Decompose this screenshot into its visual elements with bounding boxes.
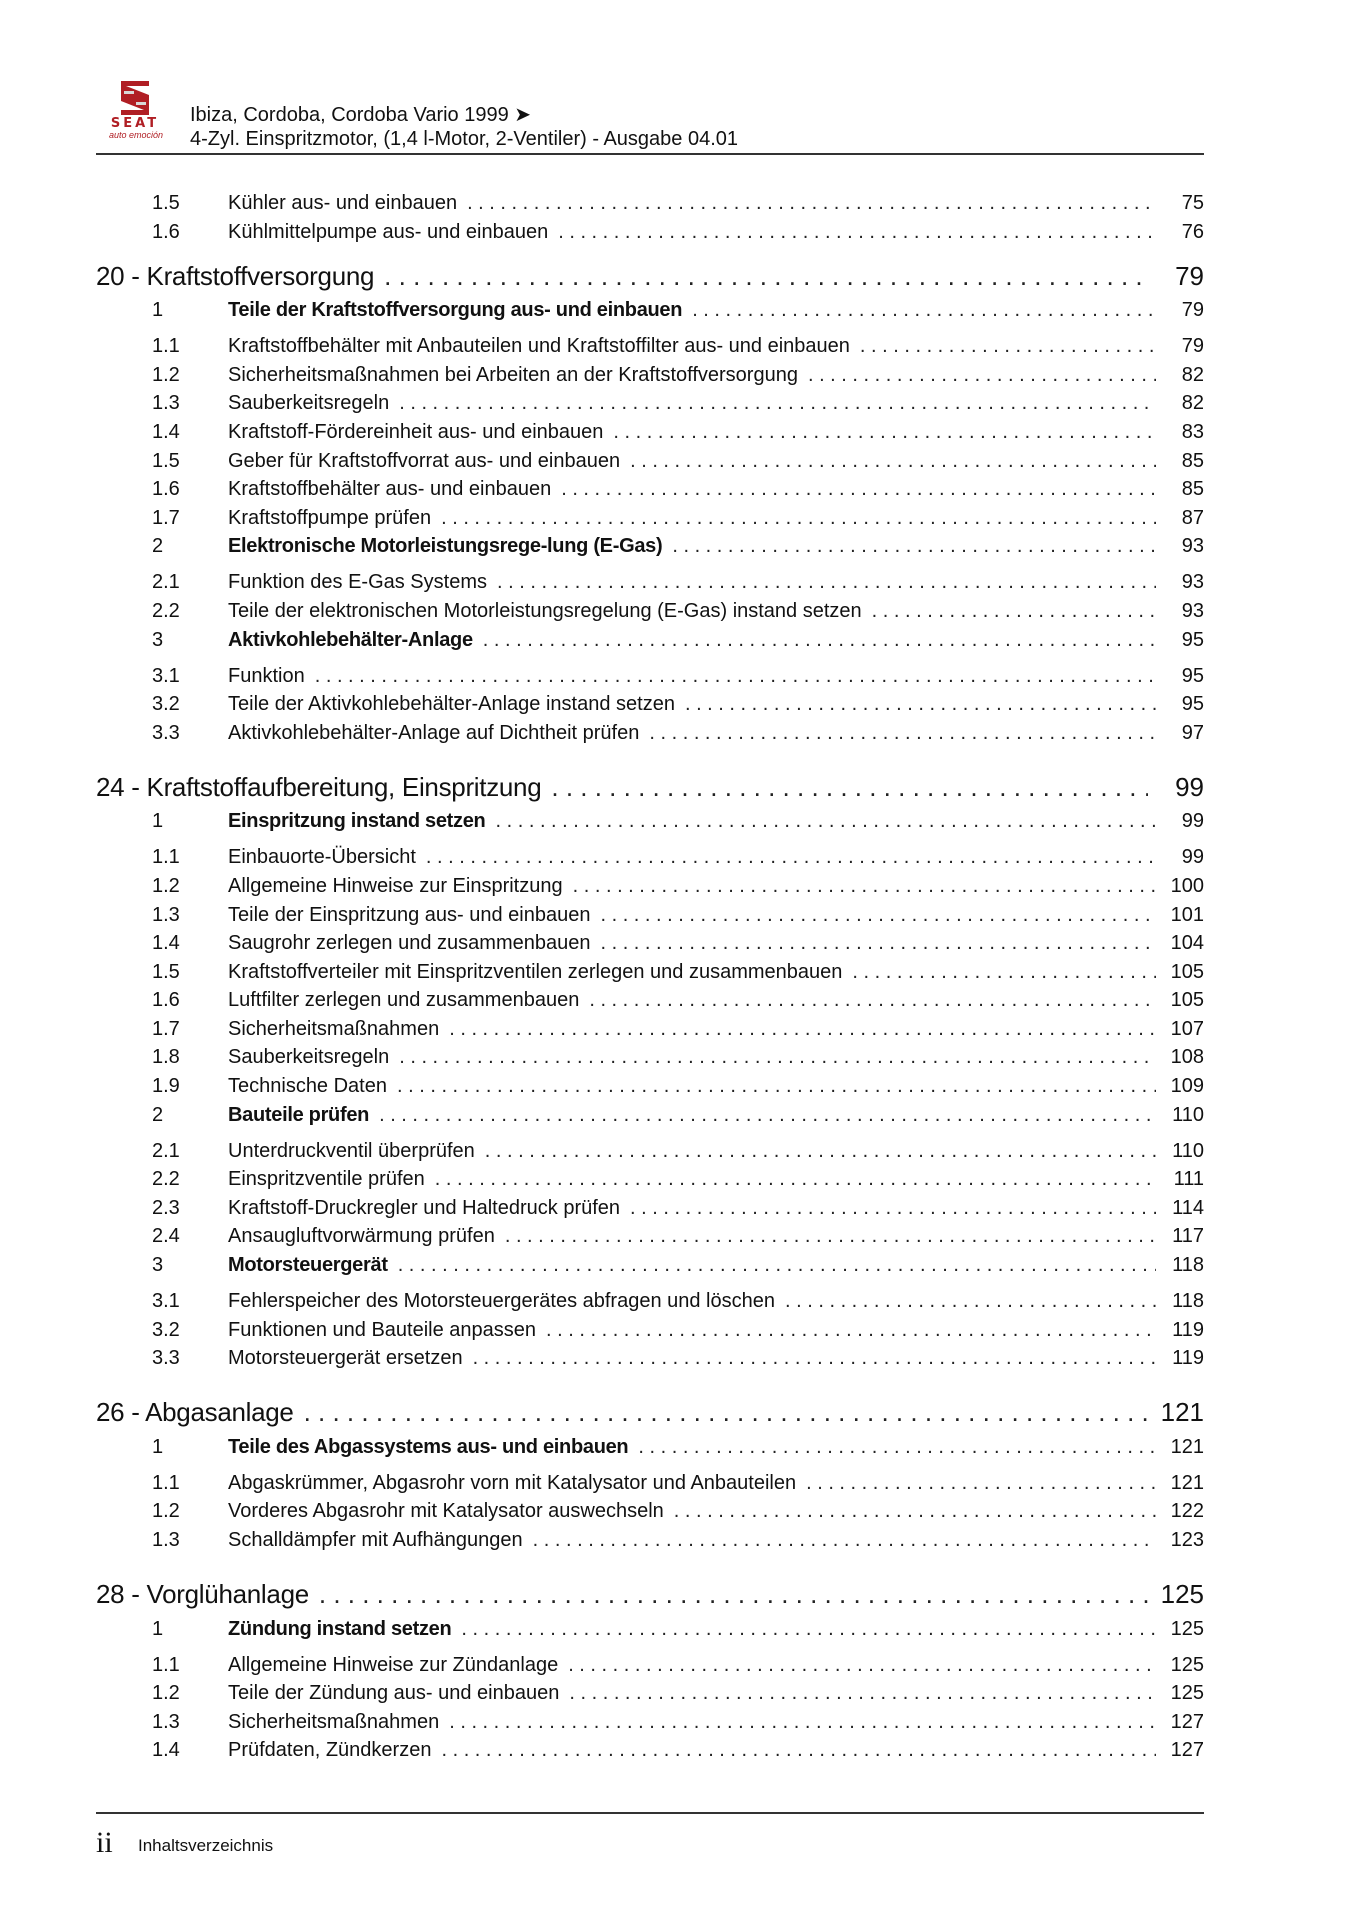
toc-entry-number: 1.7 (152, 506, 180, 529)
toc-entry-number: 1 (152, 810, 164, 833)
toc-subsection-row[interactable] (96, 1197, 1204, 1226)
toc-entry-title: Fehlerspeicher des Motorsteuergerätes abfragen und löschen (228, 1290, 775, 1313)
toc-entry-title: Funktion (228, 664, 305, 687)
toc-page-number: 118 (1172, 1290, 1204, 1313)
dot-leader (467, 192, 1156, 215)
toc-page-number: 76 (1181, 220, 1204, 243)
toc-entry-title: Luftfilter zerlegen und zusammenbauen (228, 989, 580, 1012)
toc-entry-title: Unterdruckventil überprüfen (228, 1139, 475, 1162)
dot-leader (426, 846, 1156, 869)
toc-entry-title: Teile des Abgassystems aus- und einbauen (228, 1435, 629, 1458)
toc-entry-number: 1.3 (152, 903, 180, 926)
toc-entry-title: Sicherheitsmaßnahmen (228, 1017, 440, 1040)
page-header (96, 78, 1204, 154)
toc-entry-title: Kraftstoffverteiler mit Einspritzventilen zerlegen und zusammenbauen (228, 960, 843, 983)
dot-leader (483, 629, 1156, 652)
logo-wordmark: SEAT (110, 116, 160, 131)
dot-leader (785, 1290, 1156, 1313)
toc-chapter-row[interactable] (96, 1572, 1204, 1618)
toc-subsection-row[interactable] (96, 192, 1204, 221)
toc-entry-number: 1.6 (152, 220, 180, 243)
dot-leader (505, 1225, 1156, 1248)
toc-subsection-row[interactable] (96, 571, 1204, 600)
toc-entry-title: Schalldämpfer mit Aufhängungen (228, 1529, 523, 1551)
toc-entry-title: Saugrohr zerlegen und zusammenbauen (228, 932, 591, 955)
dot-leader (649, 722, 1156, 745)
toc-subsection-row[interactable] (96, 1168, 1204, 1197)
dot-leader (449, 1711, 1156, 1734)
toc-entry-number: 2.2 (152, 599, 180, 622)
toc-page-number: 83 (1181, 420, 1204, 443)
dot-leader (558, 221, 1156, 244)
dot-leader (399, 392, 1156, 415)
dot-leader (860, 335, 1156, 358)
toc-page-number: 82 (1181, 363, 1204, 386)
toc-page-number: 127 (1170, 1739, 1204, 1762)
toc-entry-number: 3.2 (152, 693, 180, 716)
toc-entry-number: 3.3 (152, 1347, 180, 1370)
logo-tagline: auto emoción (108, 130, 164, 140)
toc-entry-title: Abgaskrümmer, Abgasrohr vorn mit Katalysator und Anbauteilen (228, 1471, 797, 1494)
toc-entry-number: 3.1 (152, 1290, 180, 1313)
dot-leader (319, 1579, 1148, 1610)
toc-subsection-row[interactable] (96, 904, 1204, 933)
toc-entry-number: 1.2 (152, 1500, 180, 1523)
toc-subsection-row[interactable] (96, 989, 1204, 1018)
toc-entry-number: 1.6 (152, 478, 180, 501)
toc-page-number: 119 (1172, 1347, 1204, 1370)
toc-section-row[interactable] (96, 1104, 1204, 1140)
toc-entry-number: 1.5 (152, 449, 180, 472)
toc-subsection-row[interactable] (96, 722, 1204, 751)
toc-subsection-row[interactable] (96, 478, 1204, 507)
toc-entry-title: Vorderes Abgasrohr mit Katalysator auswechseln (228, 1500, 664, 1523)
toc-page-number: 118 (1172, 1254, 1204, 1277)
toc-entry-number: 1.2 (152, 874, 180, 897)
toc-entry-title: Einbauorte-Übersicht (228, 846, 416, 869)
dot-leader (600, 904, 1156, 927)
toc-entry-title: Kühlmittelpumpe aus- und einbauen (228, 220, 549, 243)
toc-page-number: 108 (1170, 1046, 1204, 1069)
dot-leader (495, 810, 1156, 833)
toc-page-number: 100 (1170, 874, 1204, 897)
dot-leader (872, 600, 1156, 623)
toc-entry-number: 1.1 (152, 1653, 180, 1676)
toc-page-number: 125 (1160, 1579, 1204, 1610)
toc-subsection-row[interactable] (96, 1290, 1204, 1319)
toc-entry-number: 2 (152, 535, 164, 558)
toc-entry-number: 1.6 (152, 989, 180, 1012)
toc-subsection-row[interactable] (96, 1046, 1204, 1075)
toc-page-number: 111 (1173, 1168, 1204, 1191)
dot-leader (808, 364, 1156, 387)
toc-page-number: 93 (1181, 535, 1204, 558)
footer-divider (96, 1812, 1204, 1814)
toc-page-number: 119 (1172, 1318, 1204, 1341)
dot-leader (551, 772, 1148, 803)
toc-entry-title: Zündung instand setzen (228, 1617, 452, 1640)
dot-leader (473, 1347, 1156, 1370)
toc-section-row[interactable] (96, 1436, 1204, 1472)
toc-chapter-row[interactable] (96, 253, 1204, 299)
toc-entry-title: Kraftstoffpumpe prüfen (228, 506, 432, 529)
toc-entry-number: 3.2 (152, 1318, 180, 1341)
toc-subsection-row[interactable] (96, 221, 1204, 250)
dot-leader (398, 1254, 1156, 1277)
dot-leader (613, 421, 1156, 444)
toc-section-row[interactable] (96, 1618, 1204, 1654)
dot-leader (561, 478, 1156, 501)
toc-page-number: 99 (1181, 810, 1204, 833)
toc-page-number: 79 (1181, 299, 1204, 322)
toc-page-number: 122 (1170, 1500, 1204, 1523)
toc-entry-number: 3 (152, 628, 164, 651)
toc-subsection-row[interactable] (96, 1500, 1204, 1529)
toc-page-number: 125 (1170, 1682, 1204, 1705)
footer-section-title: Inhaltsverzeichnis (138, 1836, 274, 1855)
toc-subsection-row[interactable] (96, 392, 1204, 421)
toc-entry-number: 1.3 (152, 1529, 180, 1551)
toc-entry-title: 24 - Kraftstoffaufbereitung, Einspritzung (96, 771, 542, 802)
dot-leader (685, 693, 1156, 716)
toc-entry-title: Kraftstoffbehälter aus- und einbauen (228, 478, 552, 501)
header-subtitle: 4-Zyl. Einspritzmotor, (1,4 l-Motor, 2-Ventiler) - Ausgabe 04.01 (190, 128, 739, 150)
toc-section-row[interactable] (96, 1254, 1204, 1290)
toc-entry-title: Teile der Kraftstoffversorgung aus- und einbauen (228, 299, 683, 322)
toc-page-number: 97 (1181, 721, 1204, 744)
toc-entry-title: Motorsteuergerät (228, 1254, 388, 1277)
toc-entry-number: 1.4 (152, 1739, 180, 1762)
toc-entry-number: 2.4 (152, 1225, 180, 1248)
toc-subsection-row[interactable] (96, 875, 1204, 904)
toc-entry-number: 1.3 (152, 392, 180, 415)
dot-leader (630, 1197, 1156, 1220)
toc-page-number: 79 (1175, 260, 1204, 291)
toc-page-number: 85 (1181, 478, 1204, 501)
toc-page-number: 110 (1172, 1139, 1204, 1162)
toc-page-number: 105 (1170, 960, 1204, 983)
toc-subsection-row[interactable] (96, 1347, 1204, 1376)
toc-subsection-row[interactable] (96, 1140, 1204, 1169)
toc-entry-title: Teile der Zündung aus- und einbauen (228, 1682, 560, 1705)
toc-subsection-row[interactable] (96, 1654, 1204, 1683)
toc-entry-number: 2.2 (152, 1168, 180, 1191)
toc-page-number: 95 (1181, 693, 1204, 716)
toc-entry-number: 2.3 (152, 1196, 180, 1219)
toc-page-number: 104 (1170, 932, 1204, 955)
toc-page-number: 95 (1181, 628, 1204, 651)
toc-subsection-row[interactable] (96, 1739, 1204, 1768)
toc-section-row[interactable] (96, 535, 1204, 571)
toc-entry-title: Allgemeine Hinweise zur Zündanlage (228, 1653, 559, 1676)
toc-page-number: 75 (1181, 192, 1204, 214)
toc-subsection-row[interactable] (96, 1529, 1204, 1558)
toc-page-number: 114 (1172, 1196, 1204, 1219)
toc-section-row[interactable] (96, 629, 1204, 665)
toc-entry-number: 3.3 (152, 721, 180, 744)
toc-subsection-row[interactable] (96, 665, 1204, 694)
toc-page-number: 82 (1181, 392, 1204, 415)
toc-page-number: 79 (1181, 335, 1204, 358)
dot-leader (304, 1397, 1148, 1428)
header-title: Ibiza, Cordoba, Cordoba Vario 1999 ➤ (190, 104, 532, 126)
toc-entry-title: Technische Daten (228, 1075, 387, 1098)
toc-entry-number: 1.4 (152, 420, 180, 443)
toc-subsection-row[interactable] (96, 1472, 1204, 1501)
toc-page-number: 93 (1181, 599, 1204, 622)
toc-subsection-row[interactable] (96, 932, 1204, 961)
toc-entry-title: Motorsteuergerät ersetzen (228, 1347, 463, 1370)
toc-page-number: 99 (1181, 846, 1204, 869)
dot-leader (806, 1472, 1156, 1495)
dot-leader (399, 1046, 1156, 1069)
dot-leader (568, 1654, 1156, 1677)
toc-subsection-row[interactable] (96, 1319, 1204, 1348)
toc-page-number: 121 (1160, 1397, 1204, 1428)
toc-chapter-row[interactable] (96, 1390, 1204, 1436)
toc-entry-number: 2.1 (152, 1139, 180, 1162)
toc-page-number: 123 (1170, 1529, 1204, 1551)
dot-leader (497, 571, 1156, 594)
toc-entry-title: Teile der Aktivkohlebehälter-Anlage instand setzen (228, 693, 675, 716)
toc-entry-number: 1.1 (152, 335, 180, 358)
toc-section-row[interactable] (96, 299, 1204, 335)
toc-entry-number: 1.8 (152, 1046, 180, 1069)
toc-page-number: 101 (1170, 903, 1204, 926)
toc-entry-number: 1.9 (152, 1075, 180, 1098)
toc-page-number: 85 (1181, 449, 1204, 472)
dot-leader (441, 1739, 1156, 1762)
toc-entry-number: 1.1 (152, 846, 180, 869)
dot-leader (692, 299, 1156, 322)
dot-leader (533, 1529, 1156, 1552)
toc-entry-title: Teile der Einspritzung aus- und einbauen (228, 903, 591, 926)
toc-page-number: 95 (1181, 664, 1204, 687)
toc-entry-title: Aktivkohlebehälter-Anlage auf Dichtheit prüfen (228, 721, 640, 744)
toc-subsection-row[interactable] (96, 1018, 1204, 1047)
toc-entry-title: Kraftstoffbehälter mit Anbauteilen und Kraftstoffilter aus- und einbauen (228, 335, 850, 358)
dot-leader (435, 1168, 1156, 1191)
toc-subsection-row[interactable] (96, 364, 1204, 393)
toc-entry-title: Sicherheitsmaßnahmen bei Arbeiten an der Kraftstoffversorgung (228, 363, 798, 386)
toc-entry-title: Sicherheitsmaßnahmen (228, 1710, 440, 1733)
toc-entry-number: 1.2 (152, 1682, 180, 1705)
dot-leader (589, 989, 1156, 1012)
dot-leader (569, 1682, 1156, 1705)
toc-entry-title: Aktivkohlebehälter-Anlage (228, 628, 473, 651)
seat-logo (96, 78, 176, 138)
toc-entry-title: Sauberkeitsregeln (228, 1046, 390, 1069)
dot-leader (630, 450, 1156, 473)
toc-page-number: 99 (1175, 771, 1204, 802)
toc-entry-number: 1.3 (152, 1710, 180, 1733)
dot-leader (546, 1319, 1156, 1342)
toc-section-row[interactable] (96, 810, 1204, 846)
toc-page-number: 109 (1170, 1075, 1204, 1098)
dot-leader (485, 1140, 1156, 1163)
toc-page-number: 105 (1170, 989, 1204, 1012)
toc-subsection-row[interactable] (96, 507, 1204, 536)
toc-page-number: 127 (1170, 1710, 1204, 1733)
dot-leader (573, 875, 1156, 898)
toc-page-number: 87 (1181, 506, 1204, 529)
dot-leader (315, 665, 1156, 688)
toc-subsection-row[interactable] (96, 693, 1204, 722)
toc-subsection-row[interactable] (96, 421, 1204, 450)
toc-entry-number: 1 (152, 299, 164, 322)
toc-subsection-row[interactable] (96, 1711, 1204, 1740)
toc-entry-title: Sauberkeitsregeln (228, 392, 390, 415)
toc-entry-number: 3.1 (152, 664, 180, 687)
toc-subsection-row[interactable] (96, 335, 1204, 364)
toc-page-number: 121 (1170, 1435, 1204, 1458)
toc-entry-title: 26 - Abgasanlage (96, 1397, 294, 1428)
toc-entry-title: Kühler aus- und einbauen (228, 192, 458, 214)
toc-page-number: 93 (1181, 571, 1204, 594)
toc-entry-title: Teile der elektronischen Motorleistungsregelung (E-Gas) instand setzen (228, 599, 862, 622)
toc-entry-number: 1 (152, 1435, 164, 1458)
toc-entry-title: Prüfdaten, Zündkerzen (228, 1739, 432, 1762)
toc-entry-title: Bauteile prüfen (228, 1103, 370, 1126)
toc-entry-title: Einspritzventile prüfen (228, 1168, 425, 1191)
dot-leader (461, 1618, 1156, 1641)
toc-entry-number: 2.1 (152, 571, 180, 594)
toc-entry-title: Kraftstoff-Fördereinheit aus- und einbauen (228, 420, 604, 443)
toc-entry-title: Kraftstoff-Druckregler und Haltedruck prüfen (228, 1196, 621, 1219)
toc-subsection-row[interactable] (96, 961, 1204, 990)
toc-entry-number: 1.2 (152, 363, 180, 386)
toc-page-number: 121 (1170, 1471, 1204, 1494)
toc-entry-number: 1.7 (152, 1017, 180, 1040)
toc-entry-number: 1.5 (152, 960, 180, 983)
toc-entry-title: 20 - Kraftstoffversorgung (96, 260, 375, 291)
toc-chapter-row[interactable] (96, 764, 1204, 810)
toc-entry-title: Geber für Kraftstoffvorrat aus- und einbauen (228, 449, 621, 472)
dot-leader (600, 932, 1156, 955)
toc-subsection-row[interactable] (96, 600, 1204, 629)
toc-subsection-row[interactable] (96, 450, 1204, 479)
dot-leader (384, 261, 1148, 292)
toc-entry-number: 1.5 (152, 192, 180, 214)
footer-page-number: ii (96, 1826, 113, 1859)
toc-subsection-row[interactable] (96, 1682, 1204, 1711)
table-of-contents (96, 192, 1204, 1768)
header-divider (96, 153, 1204, 155)
dot-leader (674, 1500, 1156, 1523)
toc-entry-title: Ansaugluftvorwärmung prüfen (228, 1225, 495, 1248)
dot-leader (397, 1075, 1156, 1098)
dot-leader (672, 535, 1156, 558)
toc-entry-number: 1.4 (152, 932, 180, 955)
dot-leader (379, 1104, 1156, 1127)
dot-leader (638, 1436, 1156, 1459)
toc-entry-number: 2 (152, 1103, 164, 1126)
toc-page-number: 107 (1170, 1017, 1204, 1040)
dot-leader (441, 507, 1156, 530)
toc-entry-title: Funktionen und Bauteile anpassen (228, 1318, 537, 1341)
toc-page-number: 110 (1172, 1103, 1204, 1126)
toc-entry-title: 28 - Vorglühanlage (96, 1579, 309, 1610)
toc-subsection-row[interactable] (96, 1075, 1204, 1104)
toc-entry-title: Elektronische Motorleistungsrege-lung (E-Gas) (228, 535, 663, 558)
seat-logo-icon (118, 78, 152, 118)
toc-page-number: 125 (1170, 1653, 1204, 1676)
toc-subsection-row[interactable] (96, 1225, 1204, 1254)
toc-page-number: 125 (1170, 1617, 1204, 1640)
dot-leader (449, 1018, 1156, 1041)
toc-entry-number: 3 (152, 1254, 164, 1277)
toc-entry-number: 1 (152, 1617, 164, 1640)
toc-entry-title: Allgemeine Hinweise zur Einspritzung (228, 874, 563, 897)
dot-leader (852, 961, 1156, 984)
toc-entry-title: Funktion des E-Gas Systems (228, 571, 487, 594)
toc-subsection-row[interactable] (96, 846, 1204, 875)
toc-entry-title: Einspritzung instand setzen (228, 810, 486, 833)
toc-page-number: 117 (1172, 1225, 1204, 1248)
toc-entry-number: 1.1 (152, 1471, 180, 1494)
